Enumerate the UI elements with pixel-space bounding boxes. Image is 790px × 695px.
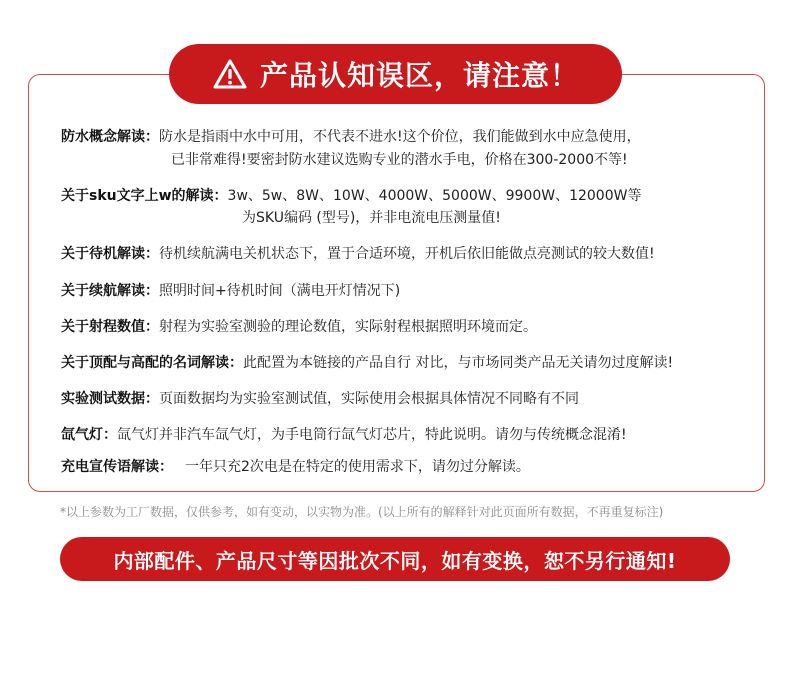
item-value: 3w、5w、8W、10W、4000W、5000W、9900W、12000W等 xyxy=(227,188,642,204)
item-value: 氙气灯并非汽车氙气灯，为手电筒行氙气灯芯片，特此说明。请勿与传统概念混淆! xyxy=(117,427,627,443)
item-value: 此配置为本链接的产品自行 对比，与市场同类产品无关请勿过度解读! xyxy=(243,355,674,371)
item-value: 照明时间+待机时间（满电开灯情况下) xyxy=(159,283,401,299)
list-item-test-data xyxy=(61,388,579,410)
item-key: 关于续航解读： xyxy=(61,283,159,299)
item-value-continued: 为SKU编码 (型号)，并非电流电压测量值! xyxy=(242,210,501,226)
header-banner xyxy=(169,44,622,104)
warning-icon xyxy=(212,58,248,90)
disclaimer-note: *以上参数为工厂数据，仅供参考，如有变动，以实物为准。(以上所有的解释针对此页面所有数据，不再重复标注) xyxy=(60,505,664,519)
item-key: 关于sku文字上w的解读： xyxy=(61,188,228,204)
item-value: 防水是指雨中水中可用，不代表不进水!这个价位，我们能做到水中应急使用， xyxy=(159,129,641,145)
item-key: 关于射程数值： xyxy=(61,319,159,335)
list-item-charging xyxy=(61,456,530,478)
list-item-sku xyxy=(61,185,641,207)
item-key: 氙气灯： xyxy=(61,427,117,443)
item-key: 关于顶配与高配的名词解读： xyxy=(61,355,243,371)
item-value-continued: 已非常难得!要密封防水建议选购专业的潜水手电，价格在300-2000不等! xyxy=(171,152,628,168)
item-key: 实验测试数据： xyxy=(61,391,159,407)
footer-text: 内部配件、产品尺寸等因批次不同，如有变换，恕不另行通知! xyxy=(113,548,677,573)
list-item-waterproof xyxy=(61,126,641,148)
list-item-range xyxy=(61,316,537,338)
item-key: 防水概念解读： xyxy=(61,129,159,145)
list-item-config xyxy=(61,352,673,374)
list-item-standby xyxy=(61,243,655,265)
header-title: 产品认知误区，请注意！ xyxy=(259,59,579,92)
item-value: 待机续航满电关机状态下，置于合适环境，开机后依旧能做点亮测试的较大数值! xyxy=(159,246,655,262)
item-value: 一年只充2次电是在特定的使用需求下，请勿过分解读。 xyxy=(185,459,530,475)
item-value: 页面数据均为实验室测试值，实际使用会根据具体情况不同略有不同 xyxy=(159,391,579,407)
footer-banner xyxy=(60,537,730,581)
item-key: 充电宣传语解读： xyxy=(61,459,173,475)
item-key: 关于待机解读： xyxy=(61,246,159,262)
item-value: 射程为实验室测验的理论数值，实际射程根据照明环境而定。 xyxy=(159,319,537,335)
list-item-battery-life xyxy=(61,280,400,302)
list-item-xenon xyxy=(61,424,627,446)
